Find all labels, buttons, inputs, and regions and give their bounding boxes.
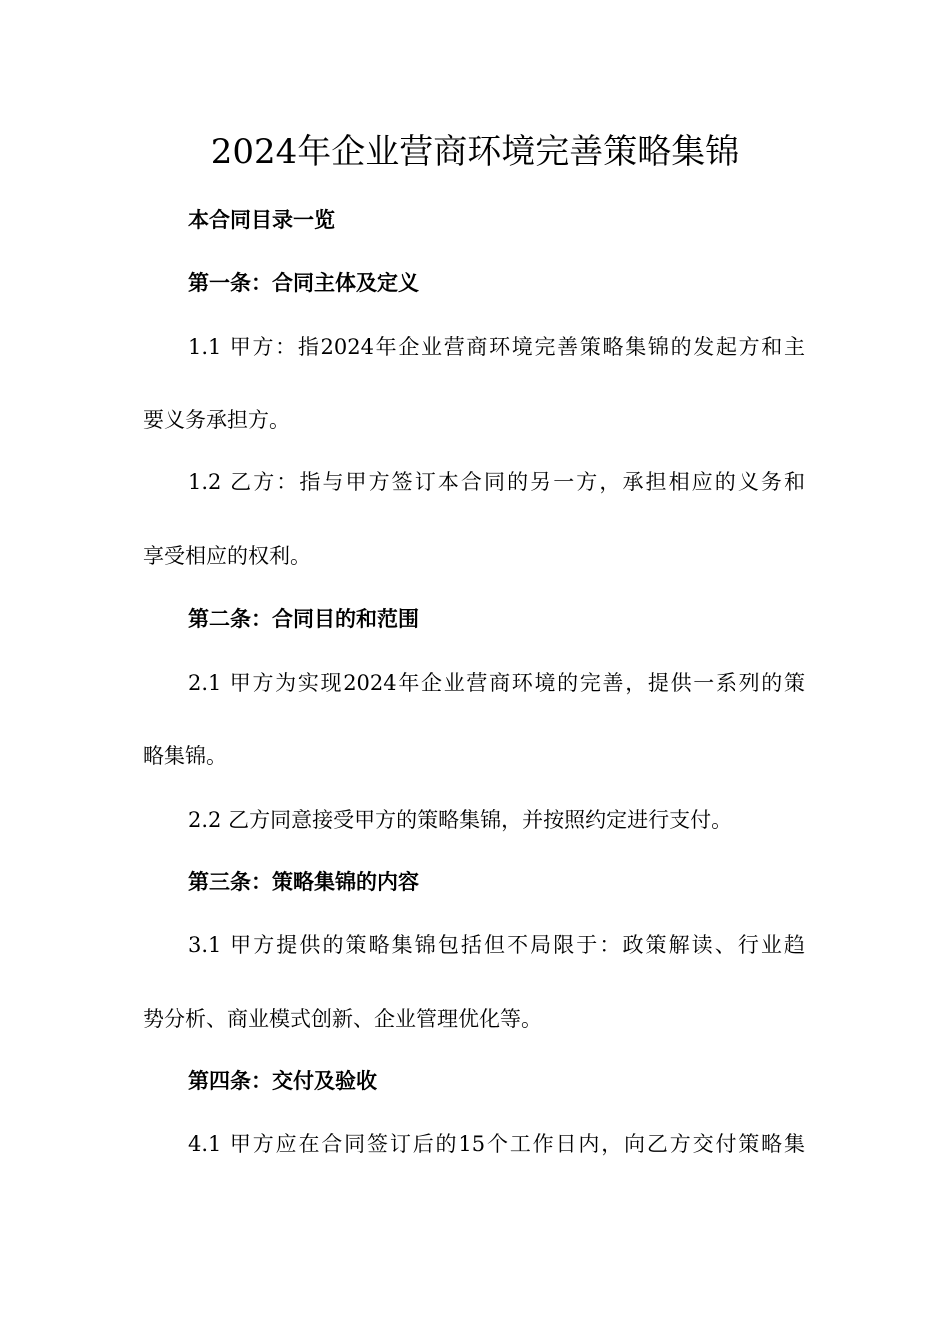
clause-2-2-line-1: 2.2 乙方同意接受甲方的策略集锦，并按照约定进行支付。 [188,808,733,832]
section-heading-1: 第一条：合同主体及定义 [188,271,419,295]
clause-2-1-line-2: 略集锦。 [143,744,227,768]
section-heading-4: 第四条：交付及验收 [188,1069,377,1093]
document-title: 2024年企业营商环境完善策略集锦 [210,132,740,172]
clause-3-1-line-2: 势分析、商业模式创新、企业管理优化等。 [143,1007,542,1031]
clause-1-2-line-1: 1.2 乙方：指与甲方签订本合同的另一方，承担相应的义务和 [188,470,805,494]
clause-4-1-line-1: 4.1 甲方应在合同签订后的15个工作日内，向乙方交付策略集 [188,1132,805,1156]
clause-1-1-line-2: 要义务承担方。 [143,408,290,432]
section-heading-2: 第二条：合同目的和范围 [188,607,419,631]
toc-heading: 本合同目录一览 [188,208,335,232]
clause-2-1-line-1: 2.1 甲方为实现2024年企业营商环境的完善，提供一系列的策 [188,671,805,695]
clause-1-1-line-1: 1.1 甲方：指2024年企业营商环境完善策略集锦的发起方和主 [188,335,805,359]
clause-3-1-line-1: 3.1 甲方提供的策略集锦包括但不局限于：政策解读、行业趋 [188,933,805,957]
clause-1-2-line-2: 享受相应的权利。 [143,544,311,568]
section-heading-3: 第三条：策略集锦的内容 [188,870,419,894]
